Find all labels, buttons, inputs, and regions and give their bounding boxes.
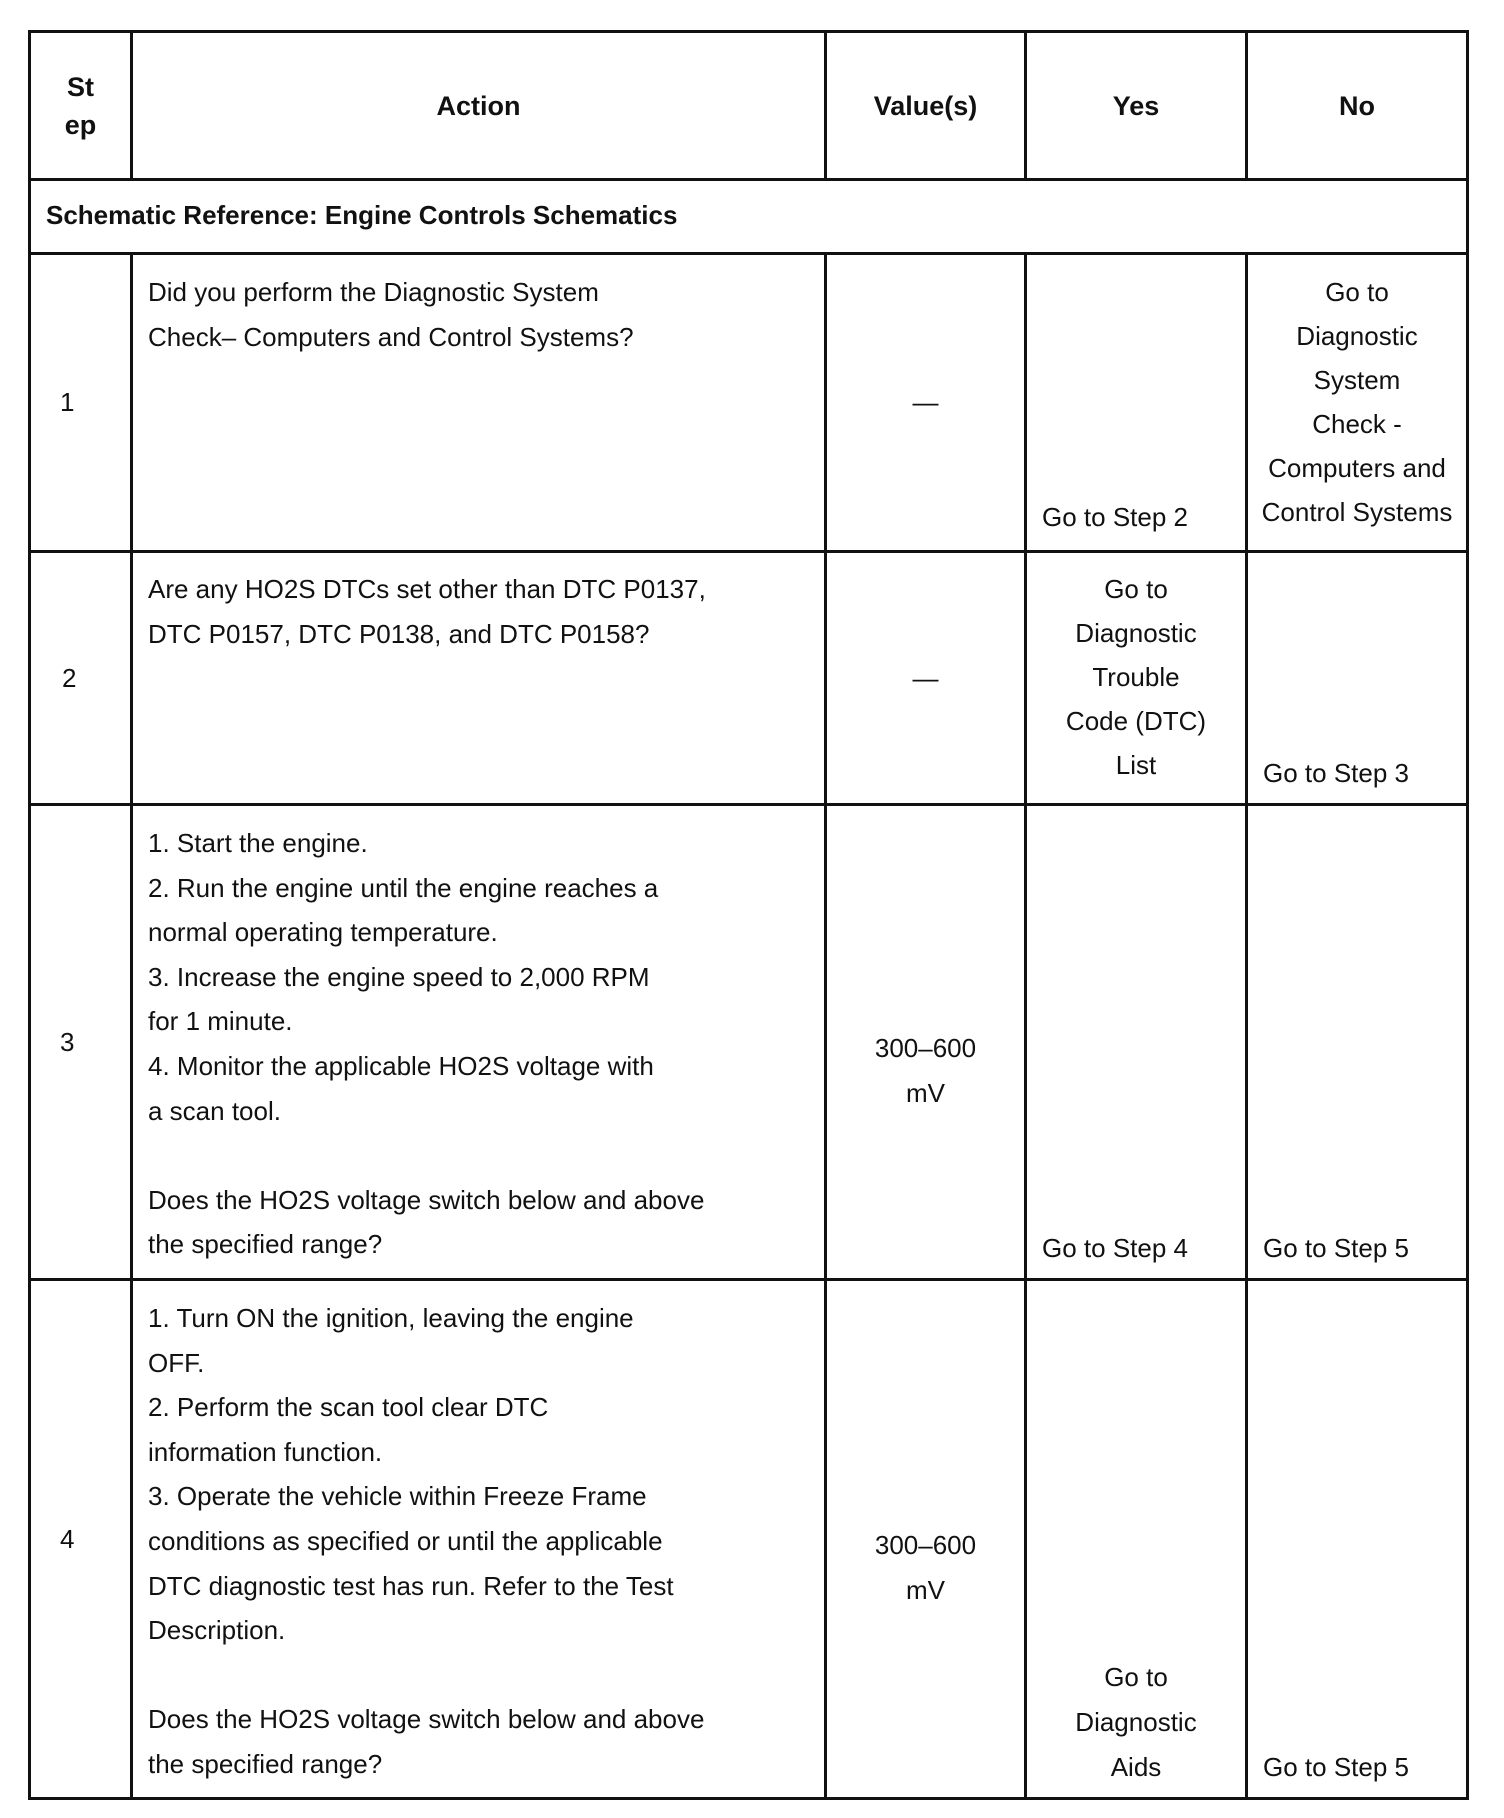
header-no: No (1339, 90, 1375, 121)
value-3: 300–600 mV (874, 1033, 977, 1108)
no-link-2[interactable]: Go to Step 3 (1263, 758, 1409, 788)
row-divider (28, 1278, 1469, 1281)
row-divider (28, 178, 1469, 181)
row-divider (28, 252, 1469, 255)
schematic-reference: Schematic Reference: Engine Controls Schematics (46, 200, 678, 230)
step-number-3: 3 (60, 1026, 75, 1057)
table-border-right (1466, 30, 1469, 1800)
value-4: 300–600 mV (874, 1530, 977, 1605)
value-2: — (912, 662, 939, 693)
header-step: St ep (64, 71, 97, 140)
yes-link-4[interactable]: Go to Diagnostic Aids (1075, 1662, 1197, 1782)
header-action: Action (436, 90, 521, 121)
yes-link-1[interactable]: Go to Step 2 (1042, 502, 1188, 532)
table-border-left (28, 30, 31, 1800)
step-number-4: 4 (60, 1523, 75, 1554)
step-number-2: 2 (62, 662, 77, 693)
column-divider (130, 30, 133, 1800)
action-text-4: 1. Turn ON the ignition, leaving the engine OFF. 2. Perform the scan tool clear DTC information function. 3. Operate the vehicle within Freeze Frame conditions as specified or until the applicable DTC diagnostic test has run. Refer to the Test Description. Does the HO2S voltage switch below and above the specified range? (148, 1303, 705, 1779)
no-link-3[interactable]: Go to Step 5 (1263, 1233, 1409, 1263)
action-text-2: Are any HO2S DTCs set other than DTC P0137, DTC P0157, DTC P0138, and DTC P0158? (148, 574, 706, 649)
action-text-3: 1. Start the engine. 2. Run the engine until the engine reaches a normal operating temperature. 3. Increase the engine speed to 2,000 RPM for 1 minute. 4. Monitor the applicable HO2S voltage with a scan tool. Does the HO2S voltage switch below and above the specified range? (148, 828, 705, 1260)
row-divider (28, 550, 1469, 553)
yes-link-2[interactable]: Go to Diagnostic Trouble Code (DTC) List (1065, 574, 1207, 780)
value-1: — (912, 387, 939, 417)
step-number-1: 1 (60, 387, 75, 417)
row-divider (28, 803, 1469, 806)
header-values: Value(s) (873, 90, 978, 121)
header-yes: Yes (1112, 90, 1160, 121)
table-border-bottom (28, 1797, 1469, 1800)
diagnostic-table (28, 30, 1469, 1800)
no-link-1[interactable]: Go to Diagnostic System Check - Computers and Control Systems (1261, 277, 1453, 527)
no-link-4[interactable]: Go to Step 5 (1263, 1752, 1409, 1782)
yes-link-3[interactable]: Go to Step 4 (1042, 1233, 1188, 1263)
action-text-1: Did you perform the Diagnostic System Check– Computers and Control Systems? (148, 277, 634, 352)
